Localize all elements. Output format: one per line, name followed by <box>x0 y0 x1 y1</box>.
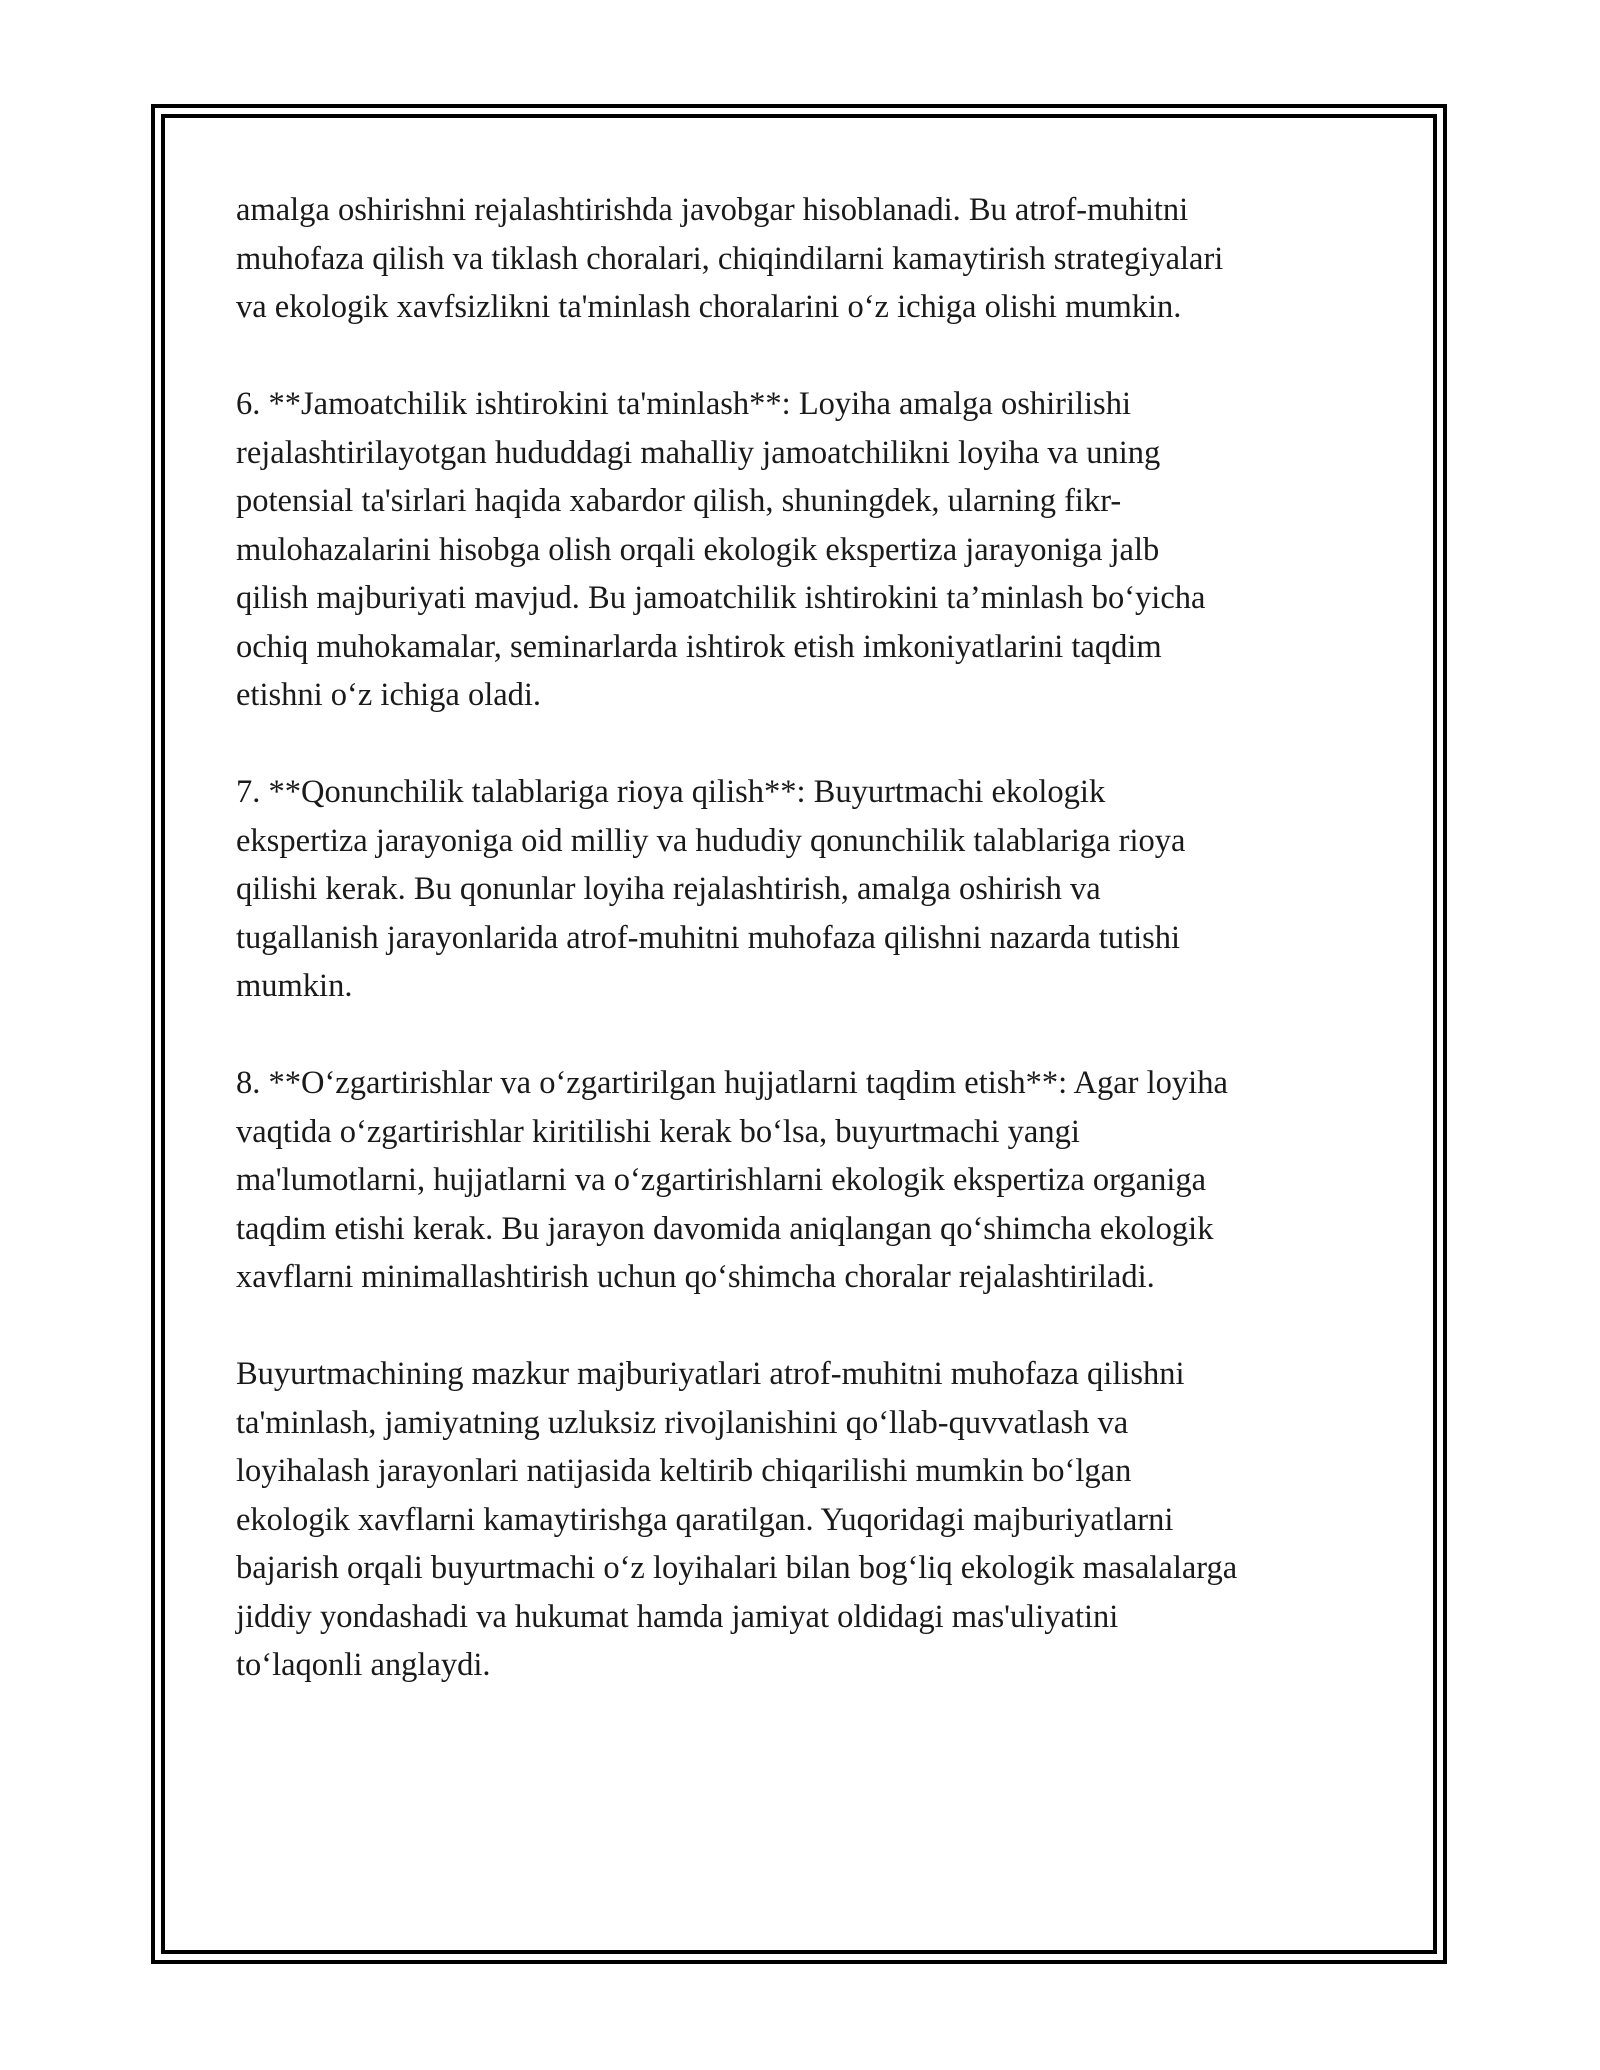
text-line: xavflarni minimallashtirish uchun qo‘shimcha choralar rejalashtiriladi. <box>236 1259 1155 1295</box>
paragraph-item-6 <box>236 380 1376 720</box>
text-line: va ekologik xavfsizlikni ta'minlash choralarini o‘z ichiga olishi mumkin. <box>236 289 1182 325</box>
text-line: muhofaza qilish va tiklash choralari, chiqindilarni kamaytirish strategiyalari <box>236 240 1224 277</box>
paragraph-item-7 <box>236 768 1376 1011</box>
text-line: bajarish orqali buyurtmachi o‘z loyihalari bilan bog‘liq ekologik masalalarga <box>236 1550 1238 1586</box>
text-line: 7. **Qonunchilik talablariga rioya qilish**: Buyurtmachi ekologik <box>236 774 1106 810</box>
paragraph-item-8 <box>236 1059 1376 1302</box>
text-line: mumkin. <box>236 968 353 1004</box>
paragraph-intro-continuation <box>236 186 1376 332</box>
text-line: jiddiy yondashadi va hukumat hamda jamiyat oldidagi mas'uliyatini <box>236 1598 1119 1635</box>
text-line: qilish majburiyati mavjud. Bu jamoatchilik ishtirokini ta’minlash bo‘yicha <box>236 580 1206 616</box>
text-line: vaqtida o‘zgartirishlar kiritilishi kerak bo‘lsa, buyurtmachi yangi <box>236 1113 1080 1150</box>
text-line: potensial ta'sirlari haqida xabardor qilish, shuningdek, ularning fikr- <box>236 483 1122 519</box>
text-line: 8. **O‘zgartirishlar va o‘zgartirilgan hujjatlarni taqdim etish**: Agar loyiha <box>236 1065 1228 1101</box>
text-line: ekologik xavflarni kamaytirishga qaratilgan. Yuqoridagi majburiyatlarni <box>236 1501 1174 1538</box>
text-line: ta'minlash, jamiyatning uzluksiz rivojlanishini qo‘llab-quvvatlash va <box>236 1404 1129 1441</box>
text-line: taqdim etishi kerak. Bu jarayon davomida aniqlangan qo‘shimcha ekologik <box>236 1210 1214 1247</box>
document-body <box>236 186 1376 1738</box>
text-line: ma'lumotlarni, hujjatlarni va o‘zgartirishlarni ekologik ekspertiza organiga <box>236 1162 1207 1198</box>
text-line: etishni o‘z ichiga oladi. <box>236 677 542 713</box>
text-line: rejalashtirilayotgan hududdagi mahalliy jamoatchilikni loyiha va uning <box>236 434 1161 471</box>
paragraph-conclusion <box>236 1350 1376 1690</box>
text-line: qilishi kerak. Bu qonunlar loyiha rejalashtirish, amalga oshirish va <box>236 871 1101 907</box>
text-line: 6. **Jamoatchilik ishtirokini ta'minlash**: Loyiha amalga oshirilishi <box>236 386 1131 422</box>
text-line: to‘laqonli anglaydi. <box>236 1647 491 1683</box>
text-line: amalga oshirishni rejalashtirishda javobgar hisoblanadi. Bu atrof-muhitni <box>236 192 1189 228</box>
text-line: ochiq muhokamalar, seminarlarda ishtirok etish imkoniyatlarini taqdim <box>236 628 1162 665</box>
text-line: mulohazalarini hisobga olish orqali ekologik ekspertiza jarayoniga jalb <box>236 531 1160 568</box>
text-line: ekspertiza jarayoniga oid milliy va hududiy qonunchilik talablariga rioya <box>236 822 1186 859</box>
text-line: Buyurtmachining mazkur majburiyatlari atrof-muhitni muhofaza qilishni <box>236 1356 1185 1392</box>
text-line: tugallanish jarayonlarida atrof-muhitni muhofaza qilishni nazarda tutishi <box>236 919 1181 956</box>
text-line: loyihalash jarayonlari natijasida keltirib chiqarilishi mumkin bo‘lgan <box>236 1453 1132 1489</box>
